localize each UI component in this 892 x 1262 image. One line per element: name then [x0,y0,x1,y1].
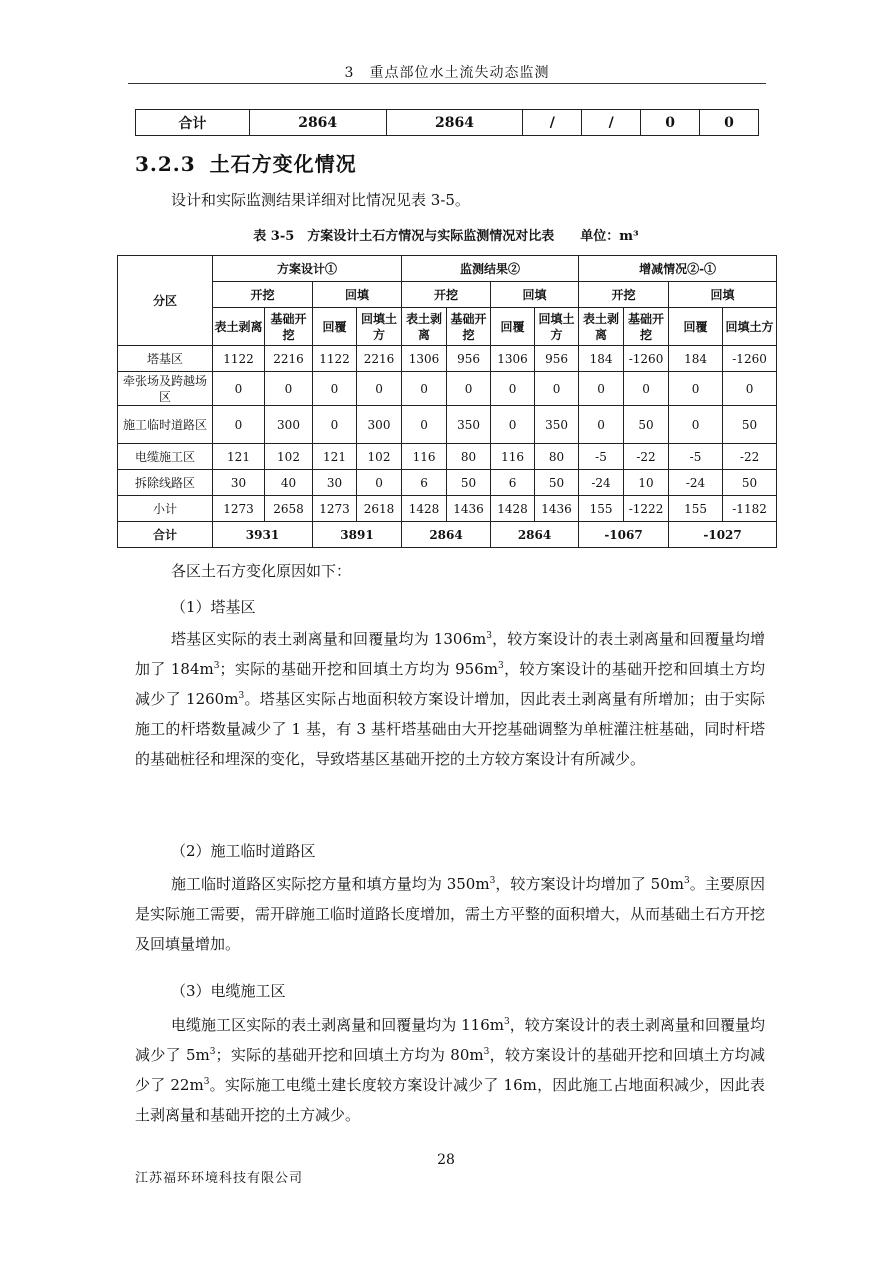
table-cell: 0 [213,372,265,406]
subheading-cable: （3）电缆施工区 [171,982,286,1000]
table-cell: 0 [357,470,402,496]
superscript: 3 [238,691,245,701]
table-cell: 1436 [535,496,579,522]
header-monitor: 监测结果② [402,256,579,282]
total-label: 合计 [118,522,213,548]
section-heading [135,148,357,177]
table-row [136,110,759,136]
header-cover: 回覆 [669,308,723,346]
table-cell: 1273 [213,496,265,522]
table-cell: 30 [313,470,357,496]
subheading-tower-base: （1）塔基区 [171,598,256,616]
carryover-total-table [135,109,759,136]
table-row [118,444,777,470]
table-cell: 1306 [491,346,535,372]
superscript: 3 [209,1047,216,1057]
superscript: 3 [213,661,220,671]
table-cell: 0 [579,372,624,406]
header-cover: 回覆 [313,308,357,346]
table-cell: 0 [669,406,723,444]
header-fill: 回填 [491,282,579,308]
table-cell: 0 [641,110,700,136]
text-run: 施工临时道路区实际挖方量和填方量均为 350m [171,875,490,893]
zone-cell: 牵张场及跨越场区 [118,372,213,406]
table-cell: 80 [447,444,491,470]
text-run: ，较方案设计的基础开挖和回填土方均减少了 22m [135,1046,765,1094]
superscript: 3 [483,1047,490,1057]
table-cell: 2216 [357,346,402,372]
table-cell: 0 [669,372,723,406]
zone-cell: 拆除线路区 [118,470,213,496]
page-number: 28 [437,1152,455,1168]
zone-cell: 施工临时道路区 [118,406,213,444]
table-cell: 0 [313,372,357,406]
table-cell: 121 [213,444,265,470]
table-cell: -1222 [624,496,669,522]
text-run: 塔基区实际的表土剥离量和回覆量均为 1306m [171,630,487,648]
header-change: 增减情况②-① [579,256,777,282]
superscript: 3 [498,661,504,671]
header-foundation: 基础开挖 [624,308,669,346]
header-dig: 开挖 [579,282,669,308]
table-cell: 50 [535,470,579,496]
header-fill: 回填 [313,282,402,308]
table-cell: 0 [402,372,447,406]
table-cell: 300 [265,406,313,444]
table-cell: / [523,110,582,136]
table-cell: 350 [447,406,491,444]
table-cell: 50 [723,470,777,496]
table-cell: 80 [535,444,579,470]
table-cell: 0 [265,372,313,406]
earthwork-comparison-table [117,255,777,548]
table-cell: 3931 [213,522,313,548]
table-cell: 0 [313,406,357,444]
table-cell: 0 [624,372,669,406]
table-cell: 0 [213,406,265,444]
text-run: ；实际的基础开挖和回填土方均为 956m [219,660,498,678]
table-cell: 0 [447,372,491,406]
table-cell: -5 [669,444,723,470]
table-cell: 155 [579,496,624,522]
header-design: 方案设计① [213,256,402,282]
zone-cell: 电缆施工区 [118,444,213,470]
header-topsoil: 表土剥离 [402,308,447,346]
table-cell: -22 [723,444,777,470]
table-cell: 155 [669,496,723,522]
paragraph-temp-road [135,869,765,959]
text-run: ，较方案设计的表土剥离量和回覆量均减少了 5m [135,1016,765,1064]
table-cell: 2864 [491,522,579,548]
text-run: ，较方案设计的基础开挖和回填土方均减少了 1260m [135,660,766,708]
text-run: ；实际的基础开挖和回填土方均为 80m [215,1046,484,1064]
intro-text: 设计和实际监测结果详细对比情况见表 3-5。 [171,191,470,209]
table-cell: 184 [579,346,624,372]
page-header: 3 重点部位水土流失动态监测 [344,65,550,81]
table-cell: / [582,110,641,136]
header-earthfill: 回填土方 [723,308,777,346]
table-cell: -22 [624,444,669,470]
paragraph-cable [135,1010,765,1130]
table-cell: 合计 [136,110,250,136]
table-cell: 102 [265,444,313,470]
text-run: ，较方案设计均增加了 50m [495,875,684,893]
header-earthfill: 回填土方 [357,308,402,346]
table-cell: 30 [213,470,265,496]
table-cell: 2864 [402,522,491,548]
table-cell: 1428 [491,496,535,522]
table-cell: 184 [669,346,723,372]
table-cell: 3891 [313,522,402,548]
table-cell: -1182 [723,496,777,522]
table-cell: 116 [491,444,535,470]
table-cell: 0 [491,372,535,406]
table-cell: 1436 [447,496,491,522]
text-run: 电缆施工区实际的表土剥离量和回覆量均为 116m [171,1016,504,1034]
table-cell: 956 [447,346,491,372]
header-topsoil: 表土剥离 [579,308,624,346]
table-cell: 2864 [386,110,523,136]
table-cell: 0 [535,372,579,406]
table-cell: 0 [402,406,447,444]
superscript: 3 [503,1017,510,1027]
table-cell: 6 [402,470,447,496]
table-cell: -5 [579,444,624,470]
table-cell: -24 [669,470,723,496]
superscript: 3 [684,876,690,886]
table-cell: 300 [357,406,402,444]
table-cell: -24 [579,470,624,496]
header-dig: 开挖 [213,282,313,308]
table-cell: 2618 [357,496,402,522]
table-row [118,406,777,444]
table-cell: 2216 [265,346,313,372]
table-cell: 116 [402,444,447,470]
table-cell: 50 [447,470,491,496]
footer-company: 江苏福环环境科技有限公司 [135,1171,304,1186]
section-number: 3.2.3 [135,152,196,176]
table-cell: 1122 [313,346,357,372]
table-cell: 0 [700,110,759,136]
table-cell: -1067 [579,522,669,548]
header-dig: 开挖 [402,282,491,308]
table-cell: 6 [491,470,535,496]
header-foundation: 基础开挖 [265,308,313,346]
header-divider [128,83,766,84]
zone-cell: 小计 [118,496,213,522]
header-cover: 回覆 [491,308,535,346]
text-run: 。塔基区实际占地面积较方案设计增加，因此表土剥离量有所增加；由于实际施工的杆塔数量减少了 1 基，有 3 基杆塔基础由大开挖基础调整为单桩灌注桩基础，同时杆塔的基础桩径和埋深的变化，导致塔基区基础开挖的土方较方案设计有所减少。 [135,690,765,768]
table-cell: 1306 [402,346,447,372]
superscript: 3 [489,876,496,886]
table-row [118,496,777,522]
table-cell: 1428 [402,496,447,522]
table-cell: 350 [535,406,579,444]
header-zone: 分区 [118,256,213,346]
table-cell: 40 [265,470,313,496]
table-cell: 0 [491,406,535,444]
header-earthfill: 回填土方 [535,308,579,346]
table-row [118,346,777,372]
section-title: 土石方变化情况 [209,152,357,176]
table-cell: 121 [313,444,357,470]
total-row [118,522,777,548]
superscript: 3 [486,631,492,641]
zone-cell: 塔基区 [118,346,213,372]
table-cell: 10 [624,470,669,496]
table-cell: 1273 [313,496,357,522]
table-row [118,470,777,496]
table-row [118,372,777,406]
paragraph-tower-base [135,624,765,774]
header-foundation: 基础开挖 [447,308,491,346]
table-cell: 1122 [213,346,265,372]
text-run: 。主要原因是实际施工需要，需开辟施工临时道路长度增加，需土方平整的面积增大，从而基础土石方开挖及回填量增加。 [135,875,766,953]
table-cell: 956 [535,346,579,372]
reasons-intro: 各区土石方变化原因如下： [171,562,352,580]
table-cell: 102 [357,444,402,470]
header-topsoil: 表土剥离 [213,308,265,346]
table-cell: 50 [723,406,777,444]
table-cell: 2658 [265,496,313,522]
table-cell: 2864 [249,110,386,136]
table-cell: -1027 [669,522,777,548]
table-cell: -1260 [624,346,669,372]
text-run: ，较方案设计的表土剥离量和回覆量均增加了 184m [135,630,765,678]
superscript: 3 [203,1077,210,1087]
table-cell: 0 [723,372,777,406]
subheading-temp-road: （2）施工临时道路区 [171,842,316,860]
text-run: 。实际施工电缆土建长度较方案设计减少了 16m，因此施工占地面积减少，因此表土剥离量和基础开挖的土方减少。 [135,1076,765,1124]
table-cell: -1260 [723,346,777,372]
table-cell: 50 [624,406,669,444]
table-caption: 表 3-5 方案设计土石方情况与实际监测情况对比表 单位：m³ [253,229,639,244]
table-cell: 0 [357,372,402,406]
header-fill: 回填 [669,282,777,308]
table-cell: 0 [579,406,624,444]
